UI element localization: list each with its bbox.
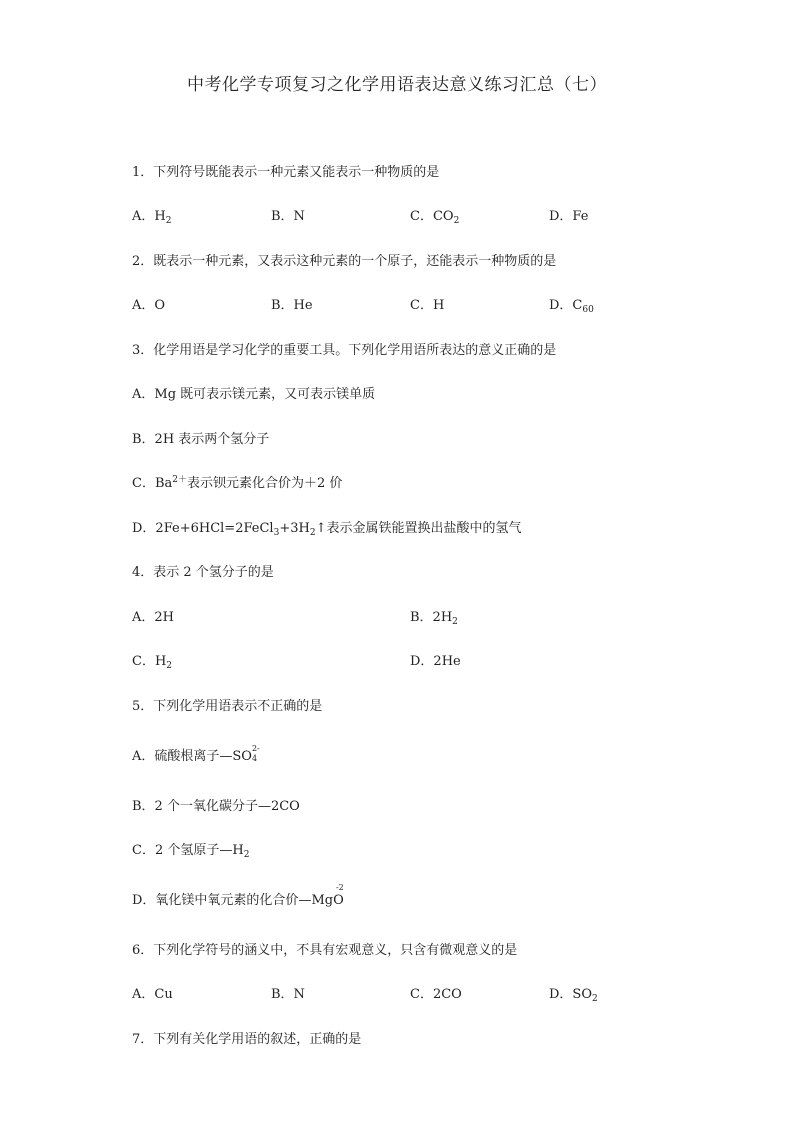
q6-option-a[interactable]: A．Cu [132, 987, 173, 1002]
q2-option-c[interactable]: C．H [410, 298, 445, 313]
q3-option-c[interactable]: C．$Ba^{2+}$表示钡元素化合价为＋2 价 [132, 475, 343, 491]
question-5-stem: 5．下列化学用语表示不正确的是 [132, 699, 323, 714]
q5-option-a[interactable]: A．硫酸根离子—SO 2- 4 [132, 744, 260, 764]
question-2-stem: 2．既表示一种元素，又表示这种元素的一个原子，还能表示一种物质的是 [132, 254, 557, 269]
q1-option-d[interactable]: D．Fe [549, 209, 589, 224]
sulfate-charge: 2- 4 [251, 744, 260, 763]
q3-option-a[interactable]: A．Mg 既可表示镁元素，又可表示镁单质 [132, 387, 376, 402]
q4-option-c[interactable]: C．$H_2$ [132, 654, 173, 671]
q2-option-a[interactable]: A．O [132, 298, 166, 313]
q1-option-a[interactable]: A．$H_2$ [132, 209, 172, 226]
question-6-stem: 6．下列化学符号的涵义中，不具有宏观意义，只含有微观意义的是 [132, 943, 518, 958]
q6-option-d[interactable]: D．$SO_2$ [549, 987, 598, 1004]
q2-option-b[interactable]: B．He [271, 298, 313, 313]
valence-mark: O -2 [333, 883, 344, 908]
q2-option-d[interactable]: D．$C_{60}$ [549, 298, 594, 315]
q1-option-c[interactable]: C．$CO_2$ [410, 209, 460, 226]
q1-option-b[interactable]: B．N [271, 209, 305, 224]
question-3-stem: 3．化学用语是学习化学的重要工具。下列化学用语所表达的意义正确的是 [132, 343, 557, 358]
q6-option-c[interactable]: C．2CO [410, 987, 462, 1002]
q5-option-d[interactable]: D．氧化镁中氧元素的化合价—MgO -2 [132, 883, 344, 908]
q5-option-c[interactable]: C．2 个氢原子$—H_2$ [132, 843, 250, 860]
question-1-stem: 1．下列符号既能表示一种元素又能表示一种物质的是 [132, 165, 440, 180]
question-4-stem: 4．表示 2 个氢分子的是 [132, 565, 274, 580]
q6-option-b[interactable]: B．N [271, 987, 305, 1002]
q4-option-a[interactable]: A．2H [132, 610, 174, 625]
q4-option-b[interactable]: B．$2H_2$ [410, 610, 458, 627]
question-7-stem: 7．下列有关化学用语的叙述，正确的是 [132, 1032, 362, 1047]
q5-option-b[interactable]: B．2 个一氧化碳分子—2CO [132, 799, 300, 814]
q3-option-b[interactable]: B．2H 表示两个氢分子 [132, 432, 270, 447]
page-title: 中考化学专项复习之化学用语表达意义练习汇总（七） [187, 75, 607, 95]
q3-option-d[interactable]: D．$2Fe+6HCl=2FeCl_3+3H_2↑$表示金属铁能置换出盐酸中的氢气 [132, 521, 522, 538]
q4-option-d[interactable]: D．2He [410, 654, 461, 669]
